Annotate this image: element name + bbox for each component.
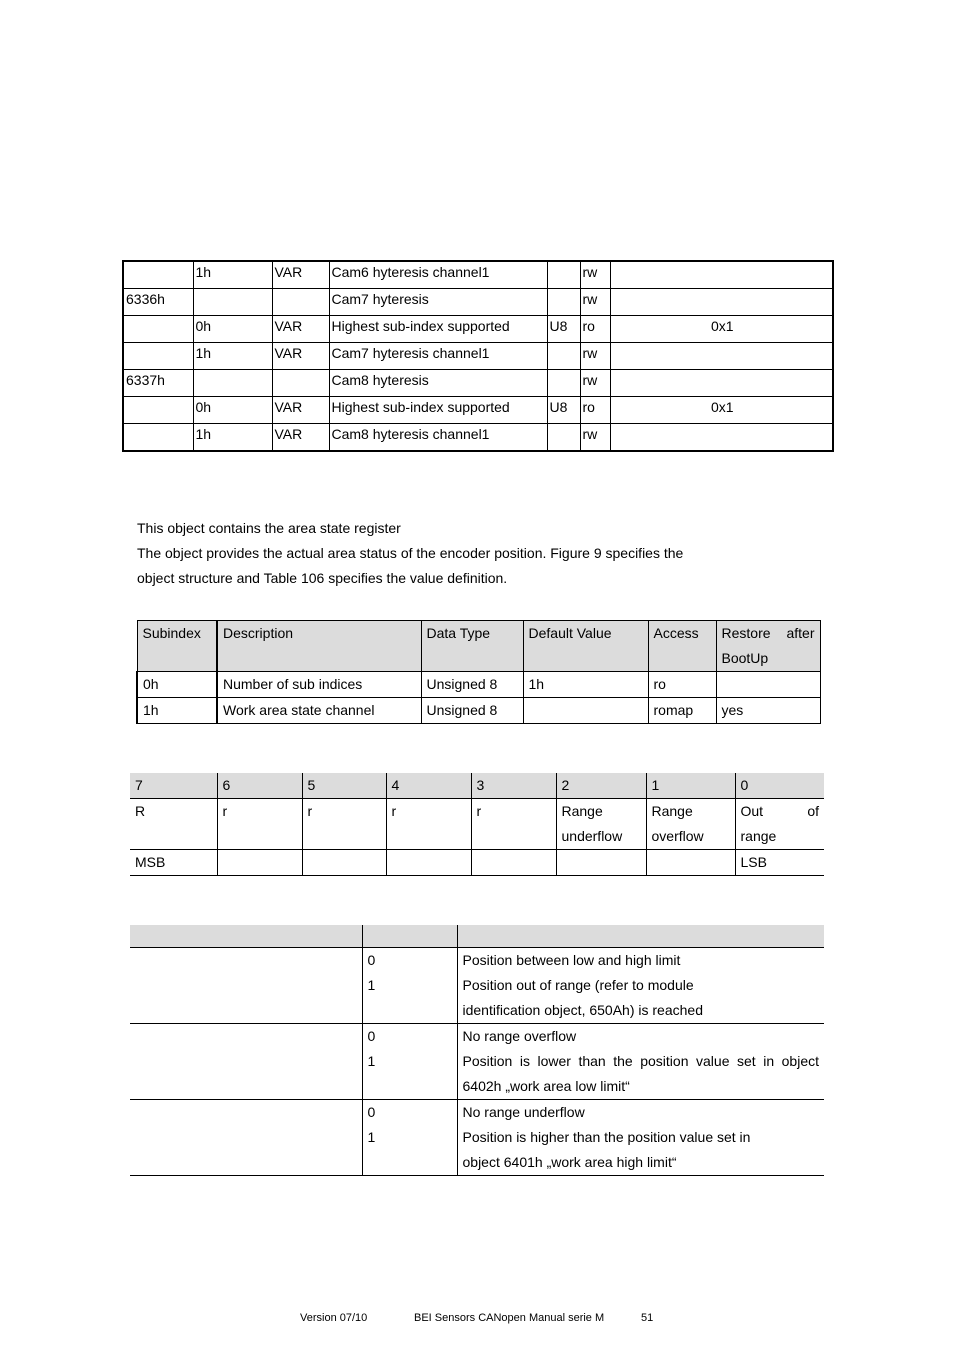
- msb-label: MSB: [130, 850, 217, 876]
- bit-order-row: [130, 850, 824, 876]
- empty-cell: [302, 850, 386, 876]
- default-value-cell: [610, 424, 833, 452]
- table-row: [130, 948, 824, 1024]
- default-value-cell: [610, 370, 833, 397]
- table-row: [123, 397, 833, 424]
- default-value-cell: 0x1: [610, 397, 833, 424]
- data-type-cell: [547, 289, 580, 316]
- value-description-line: identification object, 650Ah) is reached: [462, 1002, 703, 1018]
- access-cell: rw: [580, 424, 610, 452]
- access-cell: ro: [648, 672, 716, 698]
- footer-version: Version 07/10: [300, 1312, 368, 1324]
- default-value-cell: 0x1: [610, 316, 833, 343]
- object-description: [137, 516, 683, 591]
- bit-number: 0: [735, 773, 824, 799]
- table-header-row: [137, 621, 820, 672]
- subindex-cell: 1h: [193, 343, 272, 370]
- description-line: object structure and Table 106 specifies the value definition.: [137, 570, 508, 586]
- data-type-cell: [547, 261, 580, 289]
- table-row: [137, 698, 820, 724]
- object-type-cell: VAR: [272, 261, 329, 289]
- bit-number: 1: [646, 773, 735, 799]
- value-code: 0: [367, 1104, 376, 1120]
- bit-name: r: [217, 799, 302, 850]
- default-value-cell: [610, 343, 833, 370]
- empty-cell: [130, 1024, 362, 1100]
- access-cell: ro: [580, 397, 610, 424]
- data-type-cell: U8: [547, 316, 580, 343]
- description-cell: Work area state channel: [217, 698, 421, 724]
- value-code: 1: [367, 1053, 376, 1069]
- access-cell: rw: [580, 289, 610, 316]
- value-code: 0: [367, 1028, 376, 1044]
- description-line: The object provides the actual area status of the encoder position. Figure 9 specifies the: [137, 545, 684, 561]
- data-type-cell: [547, 370, 580, 397]
- default-value-cell: [610, 289, 833, 316]
- index-cell: [123, 316, 193, 343]
- object-type-cell: [272, 370, 329, 397]
- value-description-line: Position out of range (refer to module: [462, 977, 694, 993]
- header-cell: [457, 925, 824, 948]
- value-code: 0: [367, 952, 376, 968]
- value-description-cell: [457, 1024, 824, 1100]
- bit-number: 7: [130, 773, 217, 799]
- value-definition-table: [130, 925, 824, 1176]
- default-value-cell: 1h: [523, 672, 648, 698]
- parameter-name-cell: Cam7 hyteresis: [329, 289, 547, 316]
- header-restore: [716, 621, 820, 672]
- header-restore-word: after: [786, 625, 815, 641]
- index-cell: [123, 261, 193, 289]
- bit-name-word: of: [807, 803, 819, 819]
- data-type-cell: [547, 424, 580, 452]
- bit-name-word: Range: [651, 803, 693, 819]
- header-data-type: Data Type: [421, 621, 523, 672]
- header-cell: [362, 925, 457, 948]
- index-cell: 6336h: [123, 289, 193, 316]
- bit-name-row: [130, 799, 824, 850]
- index-cell: [123, 343, 193, 370]
- object-type-cell: VAR: [272, 397, 329, 424]
- table-header-row: [130, 925, 824, 948]
- bit-number: 5: [302, 773, 386, 799]
- parameter-name-cell: Highest sub-index supported: [329, 316, 547, 343]
- subindex-table: [136, 620, 821, 724]
- value-description-line: Position is lower than the position value set in object: [462, 1053, 819, 1069]
- bit-name: r: [386, 799, 471, 850]
- description-line: This object contains the area state register: [137, 520, 401, 536]
- empty-cell: [217, 850, 302, 876]
- value-code: 1: [367, 1129, 376, 1145]
- header-restore-word: BootUp: [721, 650, 769, 666]
- empty-cell: [556, 850, 646, 876]
- value-description-line: No range overflow: [462, 1028, 577, 1044]
- value-description-cell: [457, 948, 824, 1024]
- subindex-cell: 0h: [193, 397, 272, 424]
- data-type-cell: Unsigned 8: [421, 672, 523, 698]
- bit-number: 4: [386, 773, 471, 799]
- value-description-line: Position is higher than the position value set in: [462, 1129, 751, 1145]
- object-dictionary-table: [122, 260, 834, 452]
- header-cell: [130, 925, 362, 948]
- access-cell: romap: [648, 698, 716, 724]
- object-type-cell: [272, 289, 329, 316]
- bit-name-word: overflow: [651, 828, 704, 844]
- empty-cell: [386, 850, 471, 876]
- index-cell: [123, 424, 193, 452]
- empty-cell: [130, 1100, 362, 1176]
- index-cell: 6337h: [123, 370, 193, 397]
- value-description-line: Position between low and high limit: [462, 952, 681, 968]
- header-restore-word: Restore: [721, 625, 771, 641]
- parameter-name-cell: Highest sub-index supported: [329, 397, 547, 424]
- table-row: [123, 316, 833, 343]
- subindex-cell: [193, 370, 272, 397]
- value-description-line: No range underflow: [462, 1104, 585, 1120]
- table-row: [123, 370, 833, 397]
- empty-cell: [471, 850, 556, 876]
- bit-name: [735, 799, 824, 850]
- data-type-cell: Unsigned 8: [421, 698, 523, 724]
- table-row: [123, 424, 833, 452]
- value-code: 1: [367, 977, 376, 993]
- table-row: [123, 261, 833, 289]
- value-codes-cell: [362, 1024, 457, 1100]
- bit-name-word: Out: [740, 803, 764, 819]
- bit-number-row: [130, 773, 824, 799]
- value-description-line: 6402h „work area low limit“: [462, 1078, 630, 1094]
- empty-cell: [130, 948, 362, 1024]
- page-number: 51: [641, 1312, 654, 1324]
- footer-title: BEI Sensors CANopen Manual serie M: [414, 1312, 605, 1324]
- bit-name: r: [302, 799, 386, 850]
- access-cell: rw: [580, 343, 610, 370]
- data-type-cell: [547, 343, 580, 370]
- subindex-cell: 1h: [137, 698, 217, 724]
- access-cell: rw: [580, 261, 610, 289]
- object-type-cell: VAR: [272, 424, 329, 452]
- bit-structure-table: [130, 773, 824, 876]
- bit-name: [646, 799, 735, 850]
- bit-name-word: underflow: [561, 828, 623, 844]
- bit-name: R: [130, 799, 217, 850]
- table-row: [137, 672, 820, 698]
- subindex-cell: 0h: [193, 316, 272, 343]
- restore-cell: yes: [716, 698, 820, 724]
- header-access: Access: [648, 621, 716, 672]
- table-row: [123, 289, 833, 316]
- table-row: [130, 1100, 824, 1176]
- restore-cell: [716, 672, 820, 698]
- value-description-line: object 6401h „work area high limit“: [462, 1154, 677, 1170]
- table-row: [123, 343, 833, 370]
- parameter-name-cell: Cam8 hyteresis channel1: [329, 424, 547, 452]
- data-type-cell: U8: [547, 397, 580, 424]
- description-cell: Number of sub indices: [217, 672, 421, 698]
- bit-number: 2: [556, 773, 646, 799]
- index-cell: [123, 397, 193, 424]
- default-value-cell: [610, 261, 833, 289]
- header-description: Description: [217, 621, 421, 672]
- value-codes-cell: [362, 1100, 457, 1176]
- subindex-cell: 0h: [137, 672, 217, 698]
- subindex-cell: 1h: [193, 261, 272, 289]
- header-default-value: Default Value: [523, 621, 648, 672]
- parameter-name-cell: Cam8 hyteresis: [329, 370, 547, 397]
- default-value-cell: [523, 698, 648, 724]
- bit-name-word: range: [740, 828, 777, 844]
- object-type-cell: VAR: [272, 343, 329, 370]
- value-codes-cell: [362, 948, 457, 1024]
- bit-number: 6: [217, 773, 302, 799]
- access-cell: rw: [580, 370, 610, 397]
- access-cell: ro: [580, 316, 610, 343]
- bit-name-word: Range: [561, 803, 603, 819]
- object-type-cell: VAR: [272, 316, 329, 343]
- subindex-cell: [193, 289, 272, 316]
- subindex-cell: 1h: [193, 424, 272, 452]
- parameter-name-cell: Cam6 hyteresis channel1: [329, 261, 547, 289]
- bit-name: [556, 799, 646, 850]
- table-row: [130, 1024, 824, 1100]
- empty-cell: [646, 850, 735, 876]
- bit-name: r: [471, 799, 556, 850]
- header-subindex: Subindex: [137, 621, 217, 672]
- parameter-name-cell: Cam7 hyteresis channel1: [329, 343, 547, 370]
- value-description-cell: [457, 1100, 824, 1176]
- bit-number: 3: [471, 773, 556, 799]
- lsb-label: LSB: [735, 850, 824, 876]
